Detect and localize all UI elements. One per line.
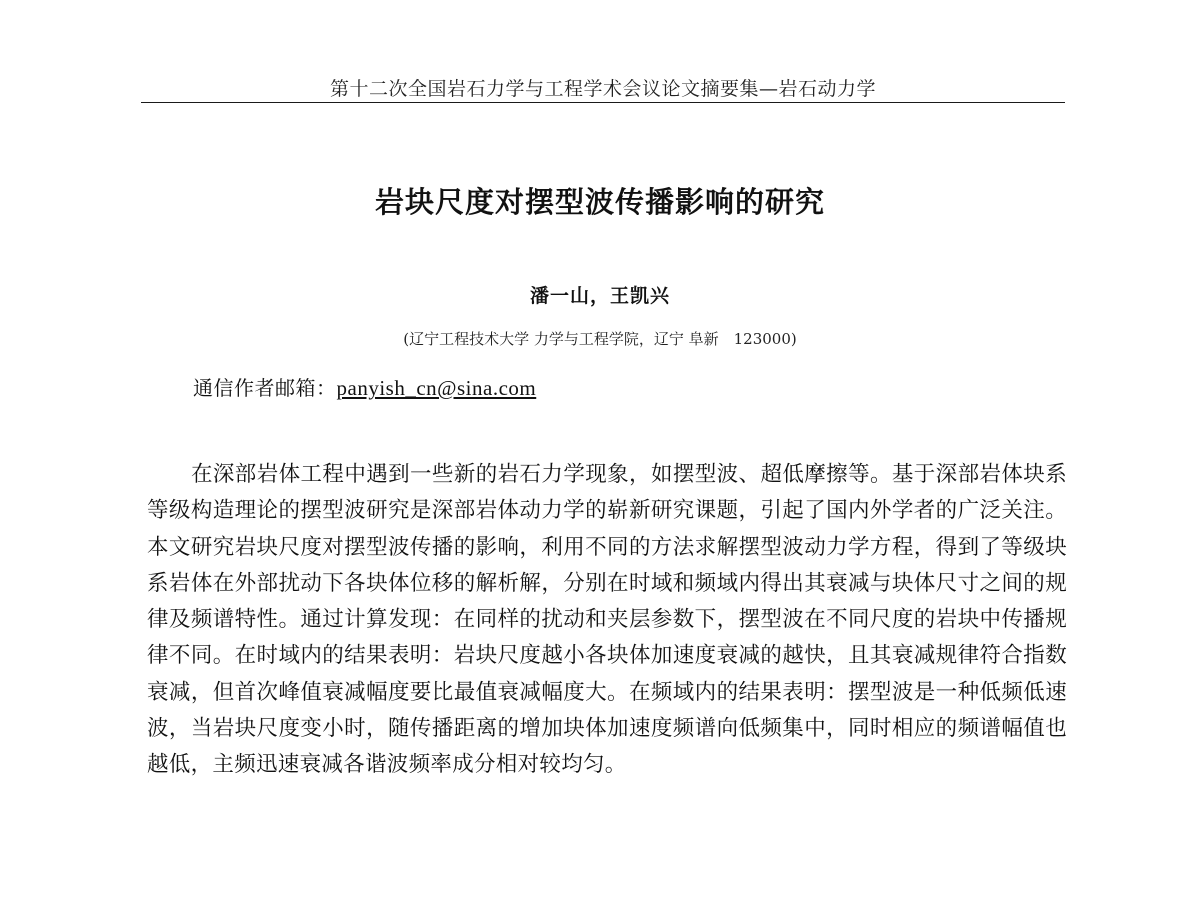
email-link[interactable]: panyish_cn@sina.com xyxy=(336,376,537,400)
paper-affiliation: (辽宁工程技术大学 力学与工程学院，辽宁 阜新 123000) xyxy=(403,330,797,348)
paper-authors: 潘一山，王凯兴 xyxy=(529,285,670,307)
email-label: 通信作者邮箱： xyxy=(193,376,337,400)
corresponding-email-line xyxy=(193,372,536,401)
abstract-paragraph: 在深部岩体工程中遇到一些新的岩石力学现象，如摆型波、超低摩擦等。基于深部岩体块系等级构造理论的摆型波研究是深部岩体动力学的崭新研究课题，引起了国内外学者的广泛关注。本文研究岩块尺度对摆型波传播的影响，利用不同的方法求解摆型波动力学方程，得到了等级块系岩体在外部扰动下各块体位移的解析解，分别在时域和频域内得出其衰减与块体尺寸之间的规律及频谱特性。通过计算发现：在同样的扰动和夹层参数下，摆型波在不同尺度的岩块中传播规律不同。在时域内的结果表明：岩块尺度越小各块体加速度衰减的越快，且其衰减规律符合指数衰减，但首次峰值衰减幅度要比最值衰减幅度大。在频域内的结果表明：摆型波是一种低频低速波，当岩块尺度变小时，随传播距离的增加块体加速度频谱向低频集中，同时相应的频谱幅值也越低，主频迅速衰减各谐波频率成分相对较均匀。 xyxy=(147,462,1067,778)
running-header xyxy=(141,72,1065,103)
running-header-title: 第十二次全国岩石力学与工程学术会议论文摘要集—岩石动力学 xyxy=(329,78,876,100)
paper-title: 岩块尺度对摆型波传播影响的研究 xyxy=(374,185,825,219)
